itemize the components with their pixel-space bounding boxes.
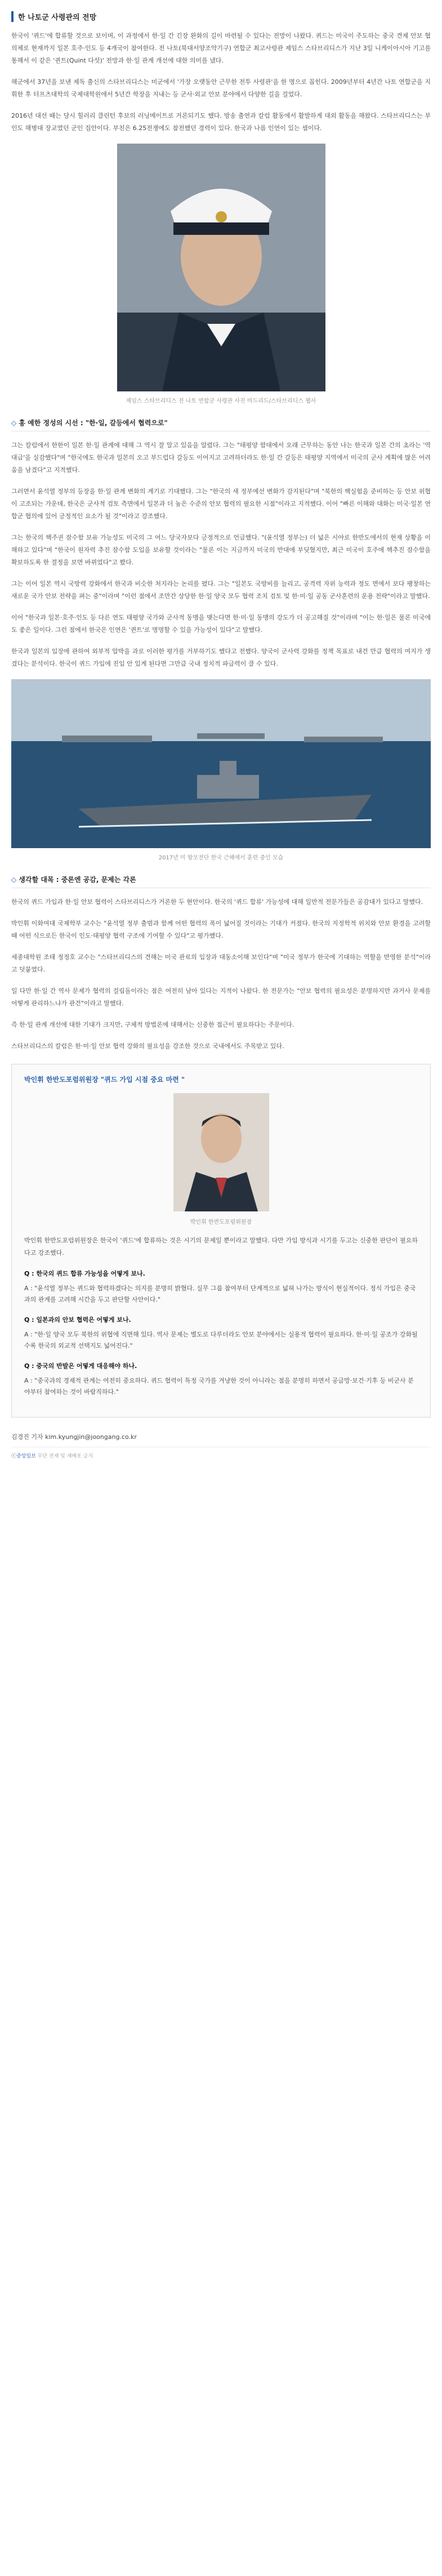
- paragraph: 그는 한국의 핵주권 잠수함 보유 가능성도 미국의 그 어느 당국자보다 긍정적으로 언급했다. "(윤석열 정부는) 더 넓은 시야로 한반도에서의 현재 상황을 이해하고 있다"며 "한국이 원자력 추진 잠수함 도입을 보유할 것이라는 "물론 이는 지금까지 미국의 반대에 부딪혔지만, 최근 미국이 호주에 핵추진 잠수함을 확보하도록 한 결정을 보면 바뀌었다"고 봤다.: [11, 534, 431, 566]
- article: [11, 0, 431, 1459]
- copyright-text: 무단 전재 및 재배포 금지: [35, 1454, 93, 1459]
- subheading: [11, 875, 431, 888]
- figure-fleet: [11, 679, 431, 861]
- interviewee-portrait-image: [173, 1093, 269, 1211]
- paragraph: 한국과 일본의 입장에 관하여 외부적 압박을 과로 이러한 평가를 거부하기도 했다고 전했다. 양국이 군사력 강화를 정책 목표로 내건 만큼 협력의 여지가 생겼다는 분석이다. 한국이 퀴드 가입에 진입 안 있게 된다면 그만큼 국내 정치적 파급력이 클 수 있다.: [11, 648, 431, 667]
- question: Q : 한국의 퀴드 합류 가능성을 어떻게 보나.: [24, 1270, 145, 1277]
- photo-caption: 제임스 스타브리디스 전 나토 연합군 사령관 사진 마드리드/스타브리디스 웹사: [126, 398, 316, 404]
- subheading-text: 생각할 대목 : 중론엔 공감, 문제는 각론: [16, 876, 136, 884]
- paragraph: 그는 이어 일본 역시 국방력 강화에서 한국과 비슷한 처지라는 논리를 폈다. 그는 "일본도 국방비를 늘리고, 공격력 자위 능력과 정도 면에서 보다 팽창하는 새로운 국가 안보 전략을 펴는 중"이라며 "이런 점에서 조만간 상당한 한·일 양국 모두 협력 조치 검토 및 한·미·일 공동 군사훈련의 운용 전략"이라고 말했다.: [11, 580, 431, 600]
- subheading: [11, 418, 431, 431]
- byline: 김경진 기자 kim.kyungjin@joongang.co.kr: [11, 1433, 137, 1441]
- interview-intro: 박인휘 한반도포럼위원장은 한국이 '퀴드'에 합류하는 것은 시기의 문제일 뿐이라고 말했다. 다만 가입 방식과 시기를 두고는 신중한 판단이 필요하다고 강조했다.: [24, 1237, 418, 1256]
- interviewee-caption: 박인휘 한반도포럼위원장: [190, 1219, 252, 1225]
- paragraph: 그러면서 윤석열 정부의 등장을 한·일 관계 변화의 계기로 기대했다. 그는 "한국의 새 정부에선 변화가 감지된다"며 "북한의 핵실험을 준비하는 등 안보 위협이 고조되는 가운데, 한국은 군사적 검토 측면에서 일본과 더 높은 수준의 안보 협력의 필요한 시점"이라고 지적했다. 이어 "빠른 이해와 대화는 미국·일본 연합군 협의에 있어 긍정적인 요소가 될 것"이라고 강조했다.: [11, 488, 431, 520]
- paragraph: 일 다만 한·일 간 역사 문제가 협력의 걸림돌이라는 점은 여전히 남아 있다는 지적이 나왔다. 한 전문가는 "안보 협력의 필요성은 분명하지만 과거사 문제를 어떻게 관리하느냐가 관건"이라고 말했다.: [11, 987, 431, 1007]
- copyright-link[interactable]: ⓒ중앙일보: [11, 1454, 36, 1459]
- paragraph: 한국이 '퀴드'에 합류할 것으로 보이며, 이 과정에서 한·일 간 긴장 완화의 길이 마련될 수 있다는 전망이 나왔다. 퀴드는 미국이 주도하는 중국 견제 안보 협의체로 현재까지 일본 호주·인도 등 4개국이 참여한다. 전 나토(북대서양조약기구) 연합군 최고사령관 제임스 스타브리디스가 지난 3일 니케이아시아 기고를 통해서 이 같은 '퀸트(Quint 다섯)' 전망과 한·일 관계 개선에 대한 의미를 냈다.: [11, 32, 431, 64]
- question: Q : 중국의 반발은 어떻게 대응해야 하나.: [24, 1362, 137, 1370]
- paragraph: 한국의 퀴드 가입과 한·일 안보 협력이 스타브리디스가 거론한 두 현안이다. 한국의 '퀴드 합류' 가능성에 대해 일반적 전문가들은 공감대가 있다고 말했다.: [11, 898, 423, 906]
- paragraph: 해군에서 37년을 보낸 제독 출신의 스타브리디스는 미군에서 '가장 오랫동안 근무한 전투 사령관'을 한 명으로 꼽힌다. 2009년부터 4년간 나토 연합군을 지휘한 후 터프츠대학의 국제대학원에서 5년간 학장을 지내는 등 군사·외교 안보 분야에서 다양한 길을 걸었다.: [11, 78, 431, 98]
- interview-box: [11, 1064, 431, 1418]
- figure-portrait: [11, 144, 431, 404]
- section-heading: 한 나토군 사령관의 전망: [11, 11, 431, 22]
- copyright: [11, 1447, 431, 1459]
- admiral-portrait-image: [117, 144, 325, 391]
- diamond-bullet-icon: ◇: [11, 419, 17, 427]
- interview-title: 박인휘 한반도포럼위원장 "퀴드 가입 시점 중요 마련 ": [24, 1076, 185, 1084]
- diamond-bullet-icon: ◇: [11, 876, 17, 884]
- answer: A : "한·일 양국 모두 북한의 위협에 직면해 있다. 역사 문제는 별도로 다루더라도 안보 분야에서는 실용적 협력이 필요하다. 한·미·일 공조가 강화될수록 한국의 외교적 선택지도 넓어진다.": [24, 1331, 418, 1349]
- question: Q : 일본과의 안보 협력은 어떻게 보나.: [24, 1316, 131, 1323]
- paragraph: 2016년 대선 때는 당시 힐러리 클린턴 후보의 러닝메이트로 거론되기도 했다. 방송 출연과 칼럼 활동에서 활발하게 대외 활동을 해왔다. 스타브리디스는 부인도 해병대 장교였던 군인 집안이다. 부친은 6.25전쟁에도 참전했던 경력이 있다. 한국과 나름 인연이 있는 셈이다.: [11, 112, 431, 132]
- answer: A : "중국과의 경제적 관계는 여전히 중요하다. 퀴드 협력이 특정 국가를 겨냥한 것이 아니라는 점을 분명히 하면서 공급망·보건·기후 등 비군사 분야부터 참여하는 것이 바람직하다.": [24, 1377, 414, 1396]
- answer: A : "윤석열 정부는 퀴드와 협력하겠다는 의지를 분명히 밝혔다. 실무 그룹 참여부터 단계적으로 넓혀 나가는 방식이 현실적이다. 정식 가입은 중국과의 관계를 고려해 시간을 두고 판단할 사안이다.": [24, 1285, 416, 1303]
- paragraph: 박인휘 이화여대 국제학부 교수는 "윤석열 정부 출범과 함께 어떤 협력의 폭이 넓어질 것이라는 기대가 커졌다. 한국의 지정학적 위치와 안보 환경을 고려할 때 어떤 식으로든 한국이 인도·태평양 협력 구조에 기여할 수 있다"고 평가했다.: [11, 920, 431, 939]
- photo-caption: 2017년 미 항모전단 한국 근해에서 훈련 중인 모습: [158, 855, 284, 861]
- subheading-text: 홍 예한 정성의 시선 : "한·일, 갈등에서 협력으로": [16, 419, 168, 427]
- naval-fleet-image: [11, 679, 431, 848]
- paragraph: 스타브리디스의 칼럼은 한·미·일 안보 협력 강화의 필요성을 강조한 것으로 국내에서도 주목받고 있다.: [11, 1042, 284, 1050]
- paragraph: 이어 "한국과 일본·호주·인도 등 다른 연도 태평양 국가와 군사적 동맹을 맺는다면 한·미·일 동맹의 강도가 더 공고해질 것"이라며 "이는 한·일은 물론 미국에도 좋은 일이다. 그런 점에서 한국은 인연은 '퀸트'로 명명할 수 있을 가능성이 있다"고 말했다.: [11, 614, 431, 634]
- paragraph: 즉 한·일 관계 개선에 대한 기대가 크지만, 구체적 방법론에 대해서는 신중한 접근이 필요하다는 주문이다.: [11, 1021, 294, 1028]
- paragraph: 세종대학원 조태 정정호 교수는 "스타브리디스의 견해는 미국 관료의 입장과 대동소이해 보인다"며 "미국 정부가 한국에 기대하는 역할을 반영한 분석"이라고 덧붙였다.: [11, 953, 431, 973]
- paragraph: 그는 칼럼에서 한한이 일본 한·일 관계에 대해 그 역시 잘 알고 있음을 알렸다. 그는 "태평양 함대에서 오래 근무하는 동안 나는 한국과 일본 간의 초라는 '역대급'을 실감했다"며 "한국에도 한국과 일본의 오고 부드럽다 갈등도 이어지고 고려하더라도 한·일 간 갈등은 태평양 지역에서 미국의 군사 계획에 많은 어려움을 남겼다"고 지적했다.: [11, 442, 431, 474]
